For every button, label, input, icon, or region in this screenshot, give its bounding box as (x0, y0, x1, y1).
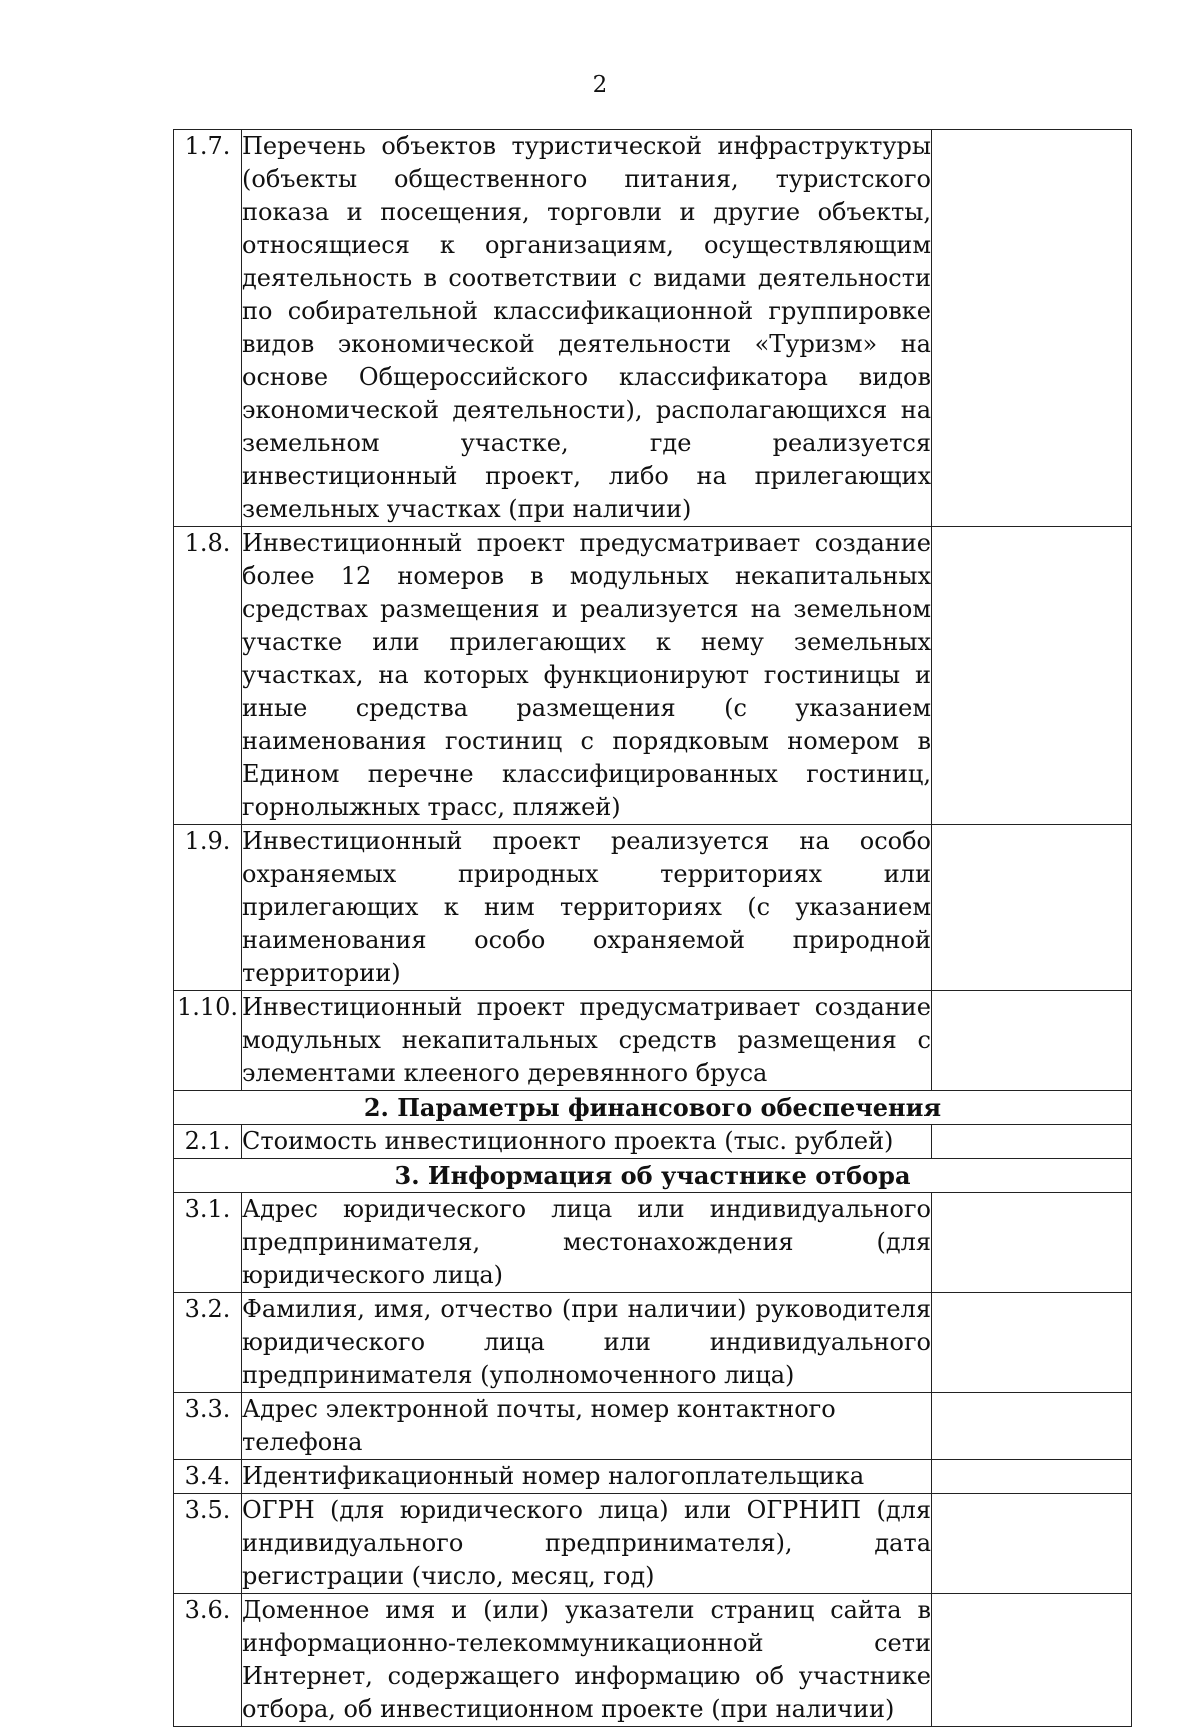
row-description: Инвестиционный проект предусматривает создание модульных некапитальных средств размещения с элементами клееного деревянного бруса (242, 991, 932, 1091)
section-header-row (174, 1091, 1132, 1125)
table-row-3-6 (174, 1594, 1132, 1727)
value-cell[interactable] (932, 1193, 1132, 1293)
row-number: 3.1. (174, 1193, 242, 1293)
row-number: 3.6. (174, 1594, 242, 1727)
row-description: Перечень объектов туристической инфраструктуры (объекты общественного питания, туристского показа и посещения, торговли и другие объекты, относящиеся к организациям, осуществляющим деятельность в соответствии с видами деятельности по собирательной классификационной группировке видов экономической деятельности «Туризм» на основе Общероссийского классификатора видов экономической деятельности), располагающихся на земельном участке, где реализуется инвестиционный проект, либо на прилегающих земельных участках (при наличии) (242, 130, 932, 527)
value-cell[interactable] (932, 1460, 1132, 1494)
table-row-2-1 (174, 1125, 1132, 1159)
row-number: 3.2. (174, 1293, 242, 1393)
application-form-table (173, 129, 1132, 1727)
value-cell[interactable] (932, 825, 1132, 991)
row-description: Доменное имя и (или) указатели страниц сайта в информационно-телекоммуникационной сети Интернет, содержащего информацию об участнике отбора, об инвестиционном проекте (при наличии) (242, 1594, 932, 1727)
section-title-participant: 3. Информация об участнике отбора (174, 1159, 1132, 1193)
row-description: Адрес электронной почты, номер контактного телефона (242, 1393, 932, 1460)
value-cell[interactable] (932, 1594, 1132, 1727)
row-description: Адрес юридического лица или индивидуального предпринимателя, местонахождения (для юридического лица) (242, 1193, 932, 1293)
row-description: ОГРН (для юридического лица) или ОГРНИП (для индивидуального предпринимателя), дата регистрации (число, месяц, год) (242, 1494, 932, 1594)
value-cell[interactable] (932, 1393, 1132, 1460)
row-description: Стоимость инвестиционного проекта (тыс. рублей) (242, 1125, 932, 1159)
row-description: Инвестиционный проект предусматривает создание более 12 номеров в модульных некапитальных средствах размещения и реализуется на земельном участке или прилегающих к нему земельных участках, на которых функционируют гостиницы и иные средства размещения (с указанием наименования гостиниц с порядковым номером в Едином перечне классифицированных гостиниц, горнолыжных трасс, пляжей) (242, 527, 932, 825)
row-description: Инвестиционный проект реализуется на особо охраняемых природных территориях или прилегающих к ним территориях (с указанием наименования особо охраняемой природной территории) (242, 825, 932, 991)
value-cell[interactable] (932, 130, 1132, 527)
section-title-financing: 2. Параметры финансового обеспечения (174, 1091, 1132, 1125)
row-number: 1.7. (174, 130, 242, 527)
table-row-1-8 (174, 527, 1132, 825)
value-cell[interactable] (932, 1125, 1132, 1159)
table-row-3-5 (174, 1494, 1132, 1594)
table-row-1-9 (174, 825, 1132, 991)
table-row-3-3 (174, 1393, 1132, 1460)
section-header-row (174, 1159, 1132, 1193)
value-cell[interactable] (932, 991, 1132, 1091)
table-row-3-1 (174, 1193, 1132, 1293)
row-number: 1.9. (174, 825, 242, 991)
value-cell[interactable] (932, 1293, 1132, 1393)
value-cell[interactable] (932, 527, 1132, 825)
row-number: 3.3. (174, 1393, 242, 1460)
table-row-3-2 (174, 1293, 1132, 1393)
row-number: 3.4. (174, 1460, 242, 1494)
page-number: 2 (592, 72, 608, 98)
value-cell[interactable] (932, 1494, 1132, 1594)
table-row-1-10 (174, 991, 1132, 1091)
row-number: 1.10. (174, 991, 242, 1091)
row-description: Идентификационный номер налогоплательщика (242, 1460, 932, 1494)
table-row-3-4 (174, 1460, 1132, 1494)
row-number: 1.8. (174, 527, 242, 825)
row-number: 2.1. (174, 1125, 242, 1159)
table-row-1-7 (174, 130, 1132, 527)
row-description: Фамилия, имя, отчество (при наличии) руководителя юридического лица или индивидуального предпринимателя (уполномоченного лица) (242, 1293, 932, 1393)
row-number: 3.5. (174, 1494, 242, 1594)
